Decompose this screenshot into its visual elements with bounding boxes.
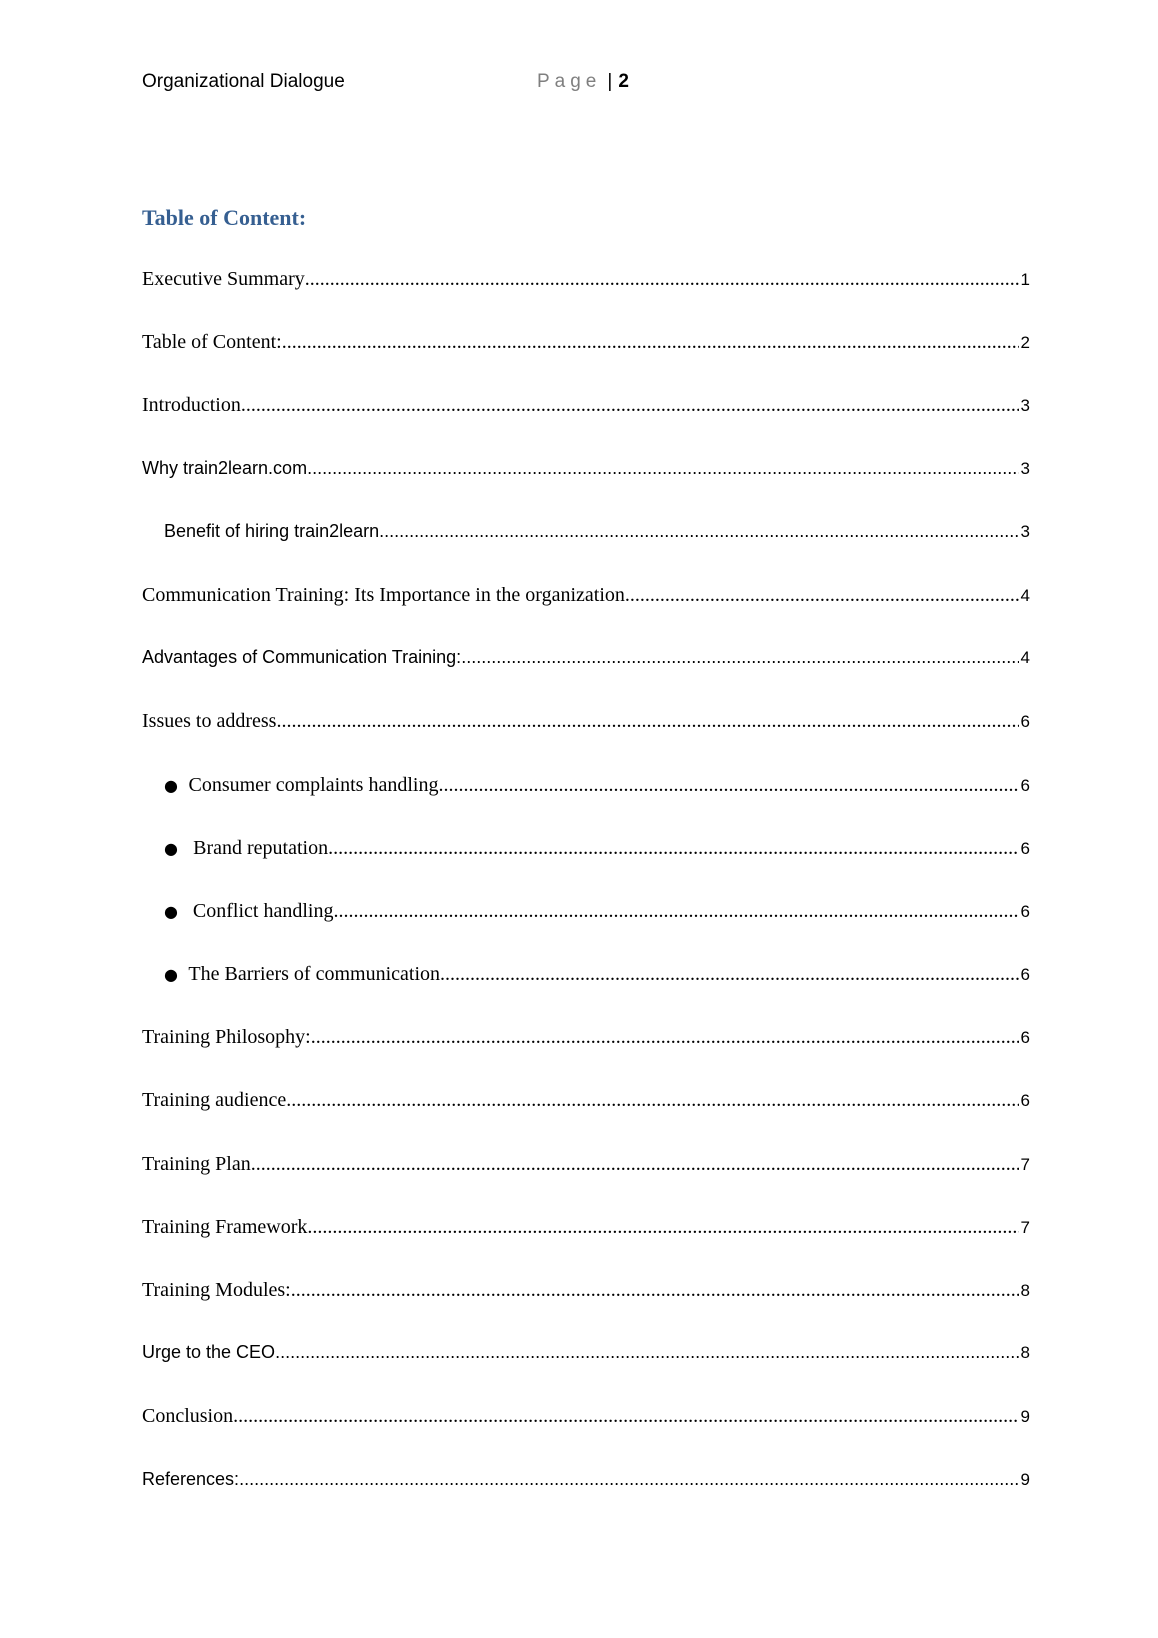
toc-entry-page: 6	[1020, 1091, 1030, 1111]
toc-entry-page: 8	[1020, 1281, 1030, 1300]
toc-entry-label: Training Modules:	[142, 1279, 291, 1301]
toc-entry-label: Conclusion	[142, 1405, 234, 1428]
toc-dot-leader	[239, 1469, 1018, 1490]
toc-dot-leader	[286, 1089, 1018, 1112]
toc-entry-training-plan[interactable]	[142, 1153, 1030, 1216]
toc-entry-why-train2learn[interactable]	[142, 458, 1030, 521]
toc-dot-leader	[233, 1405, 1018, 1428]
toc-entry-page: 3	[1020, 458, 1030, 478]
toc-entry-conflict-handling[interactable]	[142, 900, 1030, 963]
toc-entry-brand-reputation[interactable]	[142, 837, 1030, 900]
toc-entry-page: 3	[1020, 396, 1030, 416]
toc-dot-leader	[307, 1216, 1018, 1239]
toc-dot-leader	[440, 963, 1019, 986]
toc-entry-label: Why train2learn.com	[142, 457, 308, 478]
toc-entry-label: Consumer complaints handling	[188, 773, 439, 796]
toc-entry-label: The Barriers of communication	[188, 963, 441, 986]
toc-entry-page: 6	[1020, 901, 1030, 921]
toc-entry-page: 9	[1020, 1407, 1030, 1427]
toc-entry-label: Training audience	[142, 1089, 287, 1112]
toc-dot-leader	[438, 774, 1018, 797]
toc-entry-executive-summary[interactable]	[142, 268, 1030, 331]
bullet-icon: ●	[164, 965, 178, 985]
toc-entry-page: 7	[1020, 1217, 1030, 1237]
toc-entry-communication-training[interactable]	[142, 584, 1030, 647]
toc-entry-conclusion[interactable]	[142, 1405, 1030, 1468]
toc-entry-label: Urge to the CEO	[142, 1342, 276, 1363]
toc-entry-page: 7	[1020, 1154, 1030, 1174]
toc-entry-page: 6	[1020, 712, 1030, 732]
page-separator: |	[607, 71, 613, 92]
toc-dot-leader	[307, 458, 1018, 479]
toc-dot-leader	[379, 521, 1018, 542]
toc-entry-page: 2	[1020, 333, 1030, 353]
toc-entry-label: References:	[142, 1468, 240, 1489]
page-number: 2	[618, 71, 629, 92]
toc-entry-urge-to-ceo[interactable]	[142, 1342, 1030, 1405]
toc-entry-label: Brand reputation	[193, 836, 329, 859]
toc-entry-page: 6	[1020, 1028, 1030, 1048]
toc-dot-leader	[328, 837, 1018, 860]
toc-entry-label: Table of Content:	[142, 331, 282, 354]
toc-dot-leader	[241, 394, 1019, 417]
toc-entry-references[interactable]	[142, 1469, 1030, 1532]
toc-heading: Table of Content:	[142, 205, 307, 230]
page-header	[142, 70, 1028, 98]
toc-entry-introduction[interactable]	[142, 394, 1030, 457]
toc-dot-leader	[276, 710, 1018, 733]
bullet-icon: ●	[164, 901, 178, 921]
toc-entry-page: 3	[1020, 521, 1030, 541]
toc-entry-training-audience[interactable]	[142, 1089, 1030, 1152]
toc-entry-label: Advantages of Communication Training:	[142, 647, 462, 668]
bullet-icon: ●	[164, 775, 178, 795]
page-word: Page	[537, 71, 602, 92]
toc-entry-page: 6	[1020, 965, 1030, 985]
toc-entry-label: Executive Summary	[142, 268, 305, 290]
toc-entry-label: Conflict handling	[192, 899, 334, 922]
toc-entry-label: Communication Training: Its Importance in the organization	[142, 583, 625, 606]
toc-entry-page: 8	[1020, 1343, 1030, 1363]
toc-dot-leader	[251, 1153, 1019, 1176]
toc-dot-leader	[275, 1342, 1018, 1363]
document-title: Organizational Dialogue	[142, 71, 345, 92]
toc-entry-page: 4	[1020, 585, 1030, 605]
toc-dot-leader	[333, 900, 1018, 923]
toc-entry-page: 9	[1020, 1469, 1030, 1489]
toc-entry-label: Issues to address	[142, 710, 277, 733]
toc-entry-consumer-complaints[interactable]	[142, 774, 1030, 837]
toc-dot-leader	[305, 268, 1019, 291]
toc-entry-page: 1	[1020, 270, 1030, 289]
toc-entry-page: 4	[1020, 648, 1030, 668]
toc-dot-leader	[461, 647, 1018, 668]
bullet-icon: ●	[164, 838, 178, 858]
toc-dot-leader	[282, 331, 1019, 354]
toc-entry-issues-to-address[interactable]	[142, 710, 1030, 773]
toc-entry-training-framework[interactable]	[142, 1216, 1030, 1279]
toc-dot-leader	[625, 584, 1019, 607]
toc-entry-page: 6	[1020, 775, 1030, 795]
toc-entry-label: Training Plan	[142, 1152, 251, 1175]
toc-entry-page: 6	[1020, 838, 1030, 858]
toc-entry-barriers-of-communication[interactable]	[142, 963, 1030, 1026]
toc-entry-advantages[interactable]	[142, 647, 1030, 710]
toc-entry-training-modules[interactable]	[142, 1279, 1030, 1342]
toc-entry-label: Training Framework	[142, 1215, 308, 1238]
page-indicator	[537, 70, 629, 94]
toc-entry-label: Benefit of hiring train2learn	[164, 520, 380, 541]
table-of-contents	[142, 268, 1030, 1532]
toc-dot-leader	[291, 1279, 1019, 1302]
toc-entry-training-philosophy[interactable]	[142, 1026, 1030, 1089]
toc-entry-benefit-of-hiring[interactable]	[142, 521, 1030, 584]
toc-dot-leader	[311, 1026, 1019, 1049]
toc-entry-table-of-content[interactable]	[142, 331, 1030, 394]
toc-entry-label: Training Philosophy:	[142, 1026, 311, 1049]
toc-entry-label: Introduction	[142, 394, 241, 417]
